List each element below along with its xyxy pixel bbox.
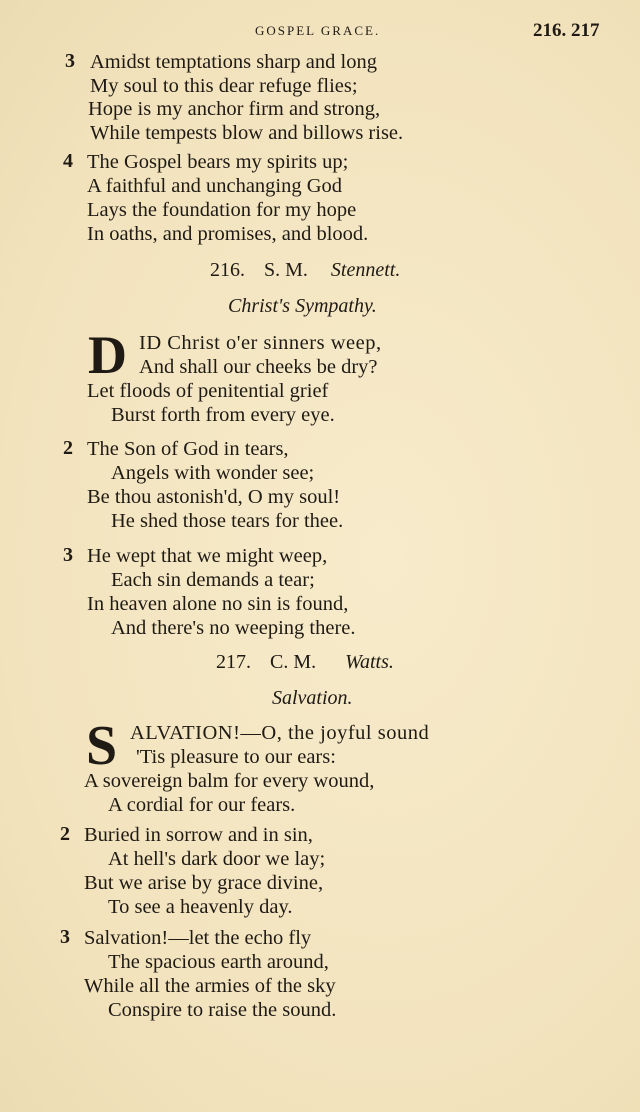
- hymn-author: Stennett.: [330, 259, 401, 281]
- verse-line: He shed those tears for thee.: [111, 510, 344, 532]
- hymn-217-heading: [216, 651, 394, 674]
- page-header: [0, 20, 640, 46]
- hymn-author: Watts.: [345, 651, 394, 673]
- stanza-number: 3: [60, 926, 70, 948]
- verse-line: And there's no weeping there.: [111, 617, 356, 639]
- verse-line: While tempests blow and billows rise.: [90, 122, 404, 144]
- verse-line: While all the armies of the sky: [84, 975, 336, 997]
- verse-line: Salvation!—let the echo fly: [84, 927, 312, 949]
- stanza-number: 4: [63, 150, 73, 172]
- verse-line: He wept that we might weep,: [87, 545, 328, 567]
- verse-line: In heaven alone no sin is found,: [87, 593, 349, 615]
- stanza-number: 2: [60, 823, 70, 845]
- drop-cap: D: [88, 325, 127, 385]
- verse-line: The Gospel bears my spirits up;: [87, 151, 349, 173]
- verse-line: But we arise by grace divine,: [84, 872, 324, 894]
- running-title: GOSPEL GRACE.: [255, 23, 381, 38]
- verse-line: ALVATION!—O, the joyful sound: [130, 722, 430, 744]
- stanza-number: 3: [65, 50, 75, 72]
- bleed-through-texture: [380, 135, 620, 955]
- verse-line: The spacious earth around,: [108, 951, 329, 973]
- hymn-meter: S. M.: [264, 259, 308, 281]
- verse-line: Be thou astonish'd, O my soul!: [87, 486, 341, 508]
- verse-line: Buried in sorrow and in sin,: [84, 824, 313, 846]
- verse-line: Conspire to raise the sound.: [108, 999, 337, 1021]
- verse-line: Lays the foundation for my hope: [87, 199, 357, 221]
- verse-line: At hell's dark door we lay;: [108, 848, 326, 870]
- verse-line: My soul to this dear refuge flies;: [90, 75, 358, 97]
- hymn-number: 217.: [216, 651, 251, 673]
- verse-line: A sovereign balm for every wound,: [84, 770, 375, 792]
- hymn-217-title: Salvation.: [272, 687, 353, 709]
- stanza-number: 2: [63, 437, 73, 459]
- drop-cap: S: [86, 715, 118, 777]
- stanza-number: 3: [63, 544, 73, 566]
- verse-line: 'Tis pleasure to our ears:: [136, 746, 336, 768]
- verse-line: A faithful and unchanging God: [87, 175, 343, 197]
- verse-line: Each sin demands a tear;: [111, 569, 315, 591]
- verse-line: In oaths, and promises, and blood.: [87, 223, 369, 245]
- verse-line: ID Christ o'er sinners weep,: [139, 332, 382, 354]
- verse-line: And shall our cheeks be dry?: [139, 356, 378, 378]
- verse-line: Angels with wonder see;: [111, 462, 315, 484]
- verse-line: Amidst temptations sharp and long: [90, 51, 377, 73]
- verse-line: Hope is my anchor firm and strong,: [88, 98, 381, 120]
- verse-line: A cordial for our fears.: [108, 794, 296, 816]
- hymn-216-title: Christ's Sympathy.: [228, 295, 377, 317]
- hymn-meter: C. M.: [270, 651, 317, 673]
- verse-line: Let floods of penitential grief: [87, 380, 329, 402]
- hymn-number: 216.: [210, 259, 245, 281]
- verse-line: To see a heavenly day.: [108, 896, 293, 918]
- verse-line: The Son of God in tears,: [87, 438, 289, 460]
- hymn-216-heading: [210, 259, 400, 282]
- page-numbers: 216. 217: [533, 20, 600, 41]
- verse-line: Burst forth from every eye.: [111, 404, 335, 426]
